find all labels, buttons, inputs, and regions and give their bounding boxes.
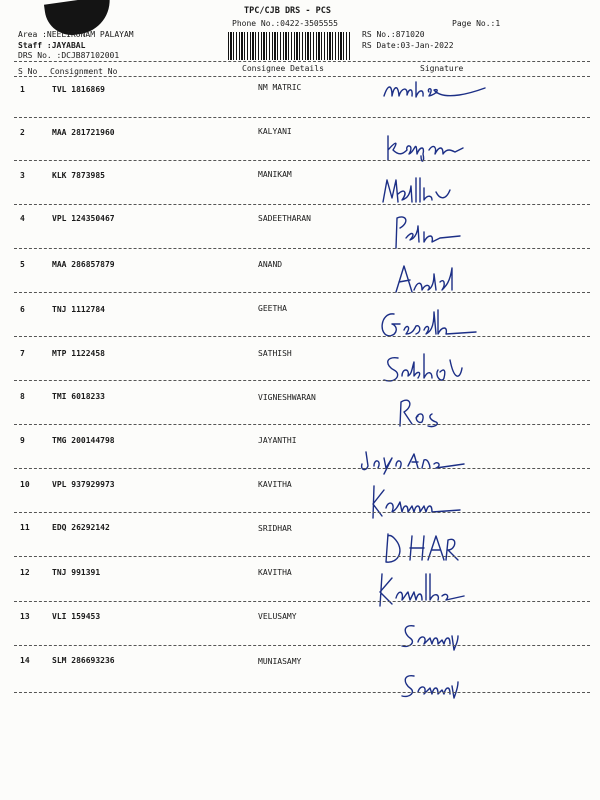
consignee-name: MUNIASAMY: [258, 657, 302, 666]
consignee-name: SATHISH: [258, 349, 292, 358]
consignment-number: TMI 6018233: [52, 392, 105, 401]
drs-number: DRS No. :DCJB87102001: [18, 51, 120, 60]
row-divider: [14, 380, 590, 381]
rs-number: RS No.:871020: [362, 30, 425, 39]
consignment-number: TVL 1816869: [52, 85, 105, 94]
row-divider: [14, 424, 590, 425]
row-sno: 13: [20, 612, 30, 621]
row-sno: 3: [20, 171, 25, 180]
row-divider: [14, 117, 590, 118]
column-consignment: Consignment No: [50, 67, 118, 76]
handwritten-signature: [394, 260, 464, 296]
handwritten-signature: [380, 174, 460, 206]
handwritten-signature: [380, 528, 462, 564]
row-sno: 6: [20, 305, 25, 314]
consignment-number: VLI 159453: [52, 612, 101, 621]
consignment-number: EDQ 26292142: [52, 523, 110, 532]
column-consignee: Consignee Details: [242, 64, 324, 73]
row-divider: [14, 292, 590, 293]
column-divider: [14, 76, 590, 77]
row-sno: 8: [20, 392, 25, 401]
row-sno: 10: [20, 480, 30, 489]
row-sno: 14: [20, 656, 30, 665]
row-sno: 1: [20, 85, 25, 94]
row-divider: [14, 645, 590, 646]
document-code: TPC/CJB DRS - PCS: [244, 6, 331, 16]
row-divider: [14, 692, 590, 693]
handwritten-signature: [376, 568, 468, 610]
consignment-number: VPL 124350467: [52, 214, 115, 223]
staff-label: Staff :JAYABAL: [18, 41, 86, 50]
row-sno: 5: [20, 260, 25, 269]
handwritten-signature: [396, 664, 460, 700]
rs-date: RS Date:03-Jan-2022: [362, 41, 454, 50]
consignee-name: VIGNESHWARAN: [258, 393, 316, 402]
consignment-number: VPL 937929973: [52, 480, 115, 489]
barcode: [228, 32, 350, 60]
consignee-name: JAYANTHI: [258, 436, 297, 445]
header-divider: [14, 61, 590, 62]
consignment-number: MTP 1122458: [52, 349, 105, 358]
consignment-number: SLM 286693236: [52, 656, 115, 665]
consignee-name: SADEETHARAN: [258, 214, 311, 223]
consignee-name: KALYANI: [258, 127, 292, 136]
column-sno: S No: [18, 67, 38, 76]
consignment-number: MAA 286857879: [52, 260, 115, 269]
row-divider: [14, 512, 590, 513]
consignee-name: VELUSAMY: [258, 612, 297, 621]
handwritten-signature: [370, 480, 470, 522]
area-label: Area :NEELIKONAM PALAYAM: [18, 30, 134, 39]
row-sno: 7: [20, 349, 25, 358]
consignment-number: TNJ 1112784: [52, 305, 105, 314]
row-divider: [14, 601, 590, 602]
row-sno: 2: [20, 128, 25, 137]
handwritten-signature: [392, 212, 470, 250]
row-divider: [14, 468, 590, 469]
consignee-name: KAVITHA: [258, 568, 292, 577]
consignee-name: KAVITHA: [258, 480, 292, 489]
row-sno: 9: [20, 436, 25, 445]
row-sno: 11: [20, 523, 30, 532]
consignment-number: TMG 200144798: [52, 436, 115, 445]
consignment-number: MAA 281721960: [52, 128, 115, 137]
row-sno: 4: [20, 214, 25, 223]
consignee-name: NM MATRIC: [258, 83, 302, 92]
column-signature: Signature: [420, 64, 464, 73]
handwritten-signature: [382, 80, 487, 106]
row-divider: [14, 556, 590, 557]
consignee-name: ANAND: [258, 260, 283, 269]
handwritten-signature: [356, 444, 468, 478]
consignee-name: MANIKAM: [258, 170, 292, 179]
consignment-number: TNJ 991391: [52, 568, 101, 577]
row-divider: [14, 204, 590, 205]
row-sno: 12: [20, 568, 30, 577]
consignee-name: GEETHA: [258, 304, 287, 313]
page-number: Page No.:1: [452, 19, 501, 28]
row-divider: [14, 248, 590, 249]
row-divider: [14, 336, 590, 337]
consignee-name: SRIDHAR: [258, 524, 292, 533]
consignment-number: KLK 7873985: [52, 171, 105, 180]
phone-number: Phone No.:0422-3505555: [232, 19, 338, 28]
row-divider: [14, 160, 590, 161]
